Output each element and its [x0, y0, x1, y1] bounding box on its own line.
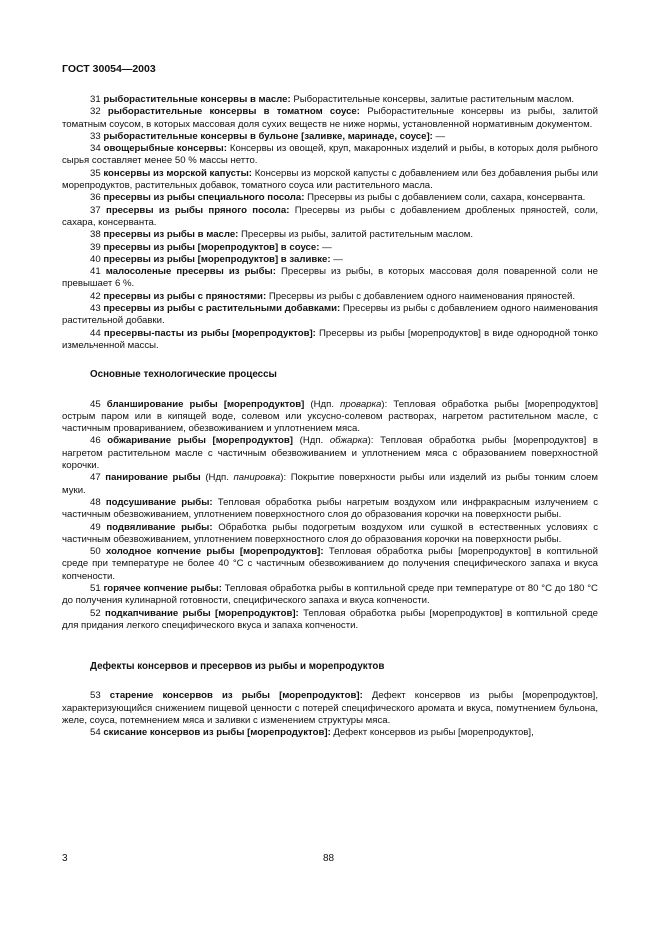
page-number-center: 88 — [323, 853, 335, 864]
entry-term: пресервы из рыбы с пряностями: — [103, 290, 267, 302]
entry-term: холодное копчение рыбы [морепродуктов]: — [105, 546, 324, 558]
entry-term: подвяливание рыбы: — [106, 521, 213, 533]
term-entry — [62, 205, 598, 230]
entry-note-open: (Ндп. — [293, 435, 330, 447]
entry-number: 51 — [90, 582, 101, 594]
entry-deprecated-term: панировка — [233, 472, 281, 484]
entry-term: пресервы из рыбы пряного посола: — [106, 204, 290, 216]
entry-number: 45 — [90, 398, 101, 410]
entry-deprecated-term: обжарка — [329, 435, 368, 447]
document-body — [62, 94, 598, 740]
entry-term: старение консервов из рыбы [морепродуктов]: — [109, 690, 363, 702]
entry-definition: Пресервы из рыбы, в которых массовая доля поваренной соли не превышает 6 %. — [62, 266, 599, 290]
entry-number: 33 — [90, 130, 101, 142]
term-entry — [62, 608, 598, 633]
entry-number: 37 — [90, 204, 101, 216]
entry-definition: — — [330, 253, 343, 265]
entry-term: пресервы-пасты из рыбы [морепродуктов]: — [103, 327, 316, 339]
entry-term: подкапчивание рыбы [морепродуктов]: — [105, 607, 299, 619]
entry-number: 36 — [90, 192, 101, 204]
entry-number: 52 — [90, 607, 101, 619]
term-entry — [62, 266, 598, 291]
term-entry — [62, 690, 598, 727]
entry-definition: — — [319, 241, 332, 253]
entry-definition: Пресервы из рыбы с добавлением одного наименования пряностей. — [266, 290, 576, 302]
entry-definition: Рыборастительные консервы, залитые растительным маслом. — [290, 94, 575, 105]
entry-number: 34 — [90, 143, 101, 155]
entry-definition: Дефект консервов из рыбы [морепродуктов], — [330, 727, 534, 739]
entry-number: 35 — [90, 167, 101, 179]
entry-number: 50 — [90, 546, 101, 558]
entry-definition: Тепловая обработка рыбы [морепродуктов] острым паром или в кипящей воде, солевом или уксусно-солевом растворах, нагретом растительном масле, с частичным провариванием, обезвоживанием и уплотнением мяса. — [62, 398, 598, 435]
terms-list-processes — [62, 399, 598, 633]
entry-note-open: (Ндп. — [200, 472, 234, 484]
entry-term: пресервы из рыбы с растительными добавками: — [103, 303, 341, 315]
entry-term: пресервы из рыбы [морепродуктов] в заливке: — [103, 253, 331, 265]
term-entry — [62, 143, 598, 168]
section-heading-defects: Дефекты консервов и пресервов из рыбы и морепродуктов — [90, 661, 385, 673]
entry-term: подсушивание рыбы: — [105, 496, 213, 508]
entry-note-close: ): — [280, 472, 287, 484]
term-entry — [62, 583, 598, 608]
term-entry — [62, 291, 598, 303]
term-entry — [62, 727, 598, 739]
entry-term: рыборастительные консервы в бульоне [заливке, маринаде, соусе]: — [103, 130, 433, 142]
entry-definition: Тепловая обработка рыбы [морепродуктов] в нагретом растительном масле с частичным обезвоживанием и уплотнением мяса с образованием поверхностной корочки. — [62, 435, 598, 472]
term-entry — [62, 168, 598, 193]
entry-term: малосоленые пресервы из рыбы: — [105, 266, 276, 278]
entry-definition: Тепловая обработка рыбы [морепродуктов] в коптильной среде для придания легкого специфического вкуса и запаха копчености. — [62, 607, 598, 631]
term-entry — [62, 546, 598, 583]
entry-definition: — — [432, 130, 446, 142]
entry-definition: Пресервы из рыбы с добавлением одного наименования растительной добавки. — [62, 303, 598, 327]
entry-definition: Пресервы из рыбы [морепродуктов] в виде однородной тонко измельченной массы. — [62, 327, 598, 351]
term-entry — [62, 242, 598, 254]
entry-definition: Тепловая обработка рыбы [морепродуктов] в коптильной среде при температуре не более 40 °С с частичным обезвоживанием до получения специфического запаха и вкуса копчености. — [62, 546, 598, 582]
document-header: ГОСТ 30054—2003 — [62, 63, 156, 75]
entry-number: 47 — [90, 472, 101, 484]
term-entry — [62, 472, 598, 497]
entry-note-close: ): — [381, 398, 388, 410]
entry-definition: Тепловая обработка рыбы нагретым воздухом или инфракрасным излучением с частичным обезвоживанием, уплотнением поверхностного слоя до образования корочки на поверхности рыбы. — [62, 496, 598, 521]
entry-term: рыборастительные консервы в томатном соусе: — [107, 106, 360, 118]
terms-list-canned — [62, 94, 598, 352]
entry-definition: Консервы из морской капусты с добавлением или без добавления рыбы или морепродуктов, растительных добавок, томатного соуса или растительного масла. — [62, 167, 598, 192]
entry-number: 42 — [90, 290, 101, 302]
entry-term: консервы из морской капусты: — [103, 167, 252, 179]
entry-number: 44 — [90, 327, 101, 339]
entry-definition: Пресервы из рыбы, залитой растительным маслом. — [238, 229, 474, 241]
entry-number: 54 — [90, 727, 101, 739]
term-entry — [62, 399, 598, 436]
entry-number: 46 — [90, 435, 101, 447]
entry-term: пресервы из рыбы [морепродуктов] в соусе: — [103, 241, 320, 253]
entry-term: овощерыбные консервы: — [103, 143, 227, 155]
entry-note-open: (Ндп. — [304, 398, 341, 410]
entry-definition: Тепловая обработка рыбы в коптильной среде при температуре от 80 °С до 180 °С до получения кулинарной готовности, специфического запаха и вкуса копчености. — [62, 582, 598, 607]
entry-number: 49 — [90, 521, 101, 533]
term-entry — [62, 522, 598, 547]
entry-definition: Пресервы из рыбы с добавлением дробленых пряностей, соли, сахара, консерванта. — [62, 204, 598, 228]
entry-definition: Обработка рыбы подогретым воздухом или сушкой в естественных условиях с частичным обезвоживанием, уплотнением поверхностного слоя до образования корочки на поверхности рыбы. — [62, 521, 598, 545]
term-entry — [62, 254, 598, 266]
entry-number: 38 — [90, 229, 101, 241]
entry-definition: Консервы из овощей, круп, макаронных изделий и рыбы, в которых доля рыбного сырья составляет менее 50 % массы нетто. — [62, 143, 599, 167]
entry-number: 41 — [90, 266, 101, 278]
entry-number: 31 — [90, 94, 101, 105]
entry-number: 48 — [90, 496, 101, 508]
entry-term: бланширование рыбы [морепродуктов] — [106, 398, 305, 410]
entry-term: пресервы из рыбы специального посола: — [103, 192, 305, 204]
entry-number: 32 — [90, 106, 101, 118]
term-entry — [62, 106, 598, 131]
term-entry — [62, 131, 598, 143]
term-entry — [62, 303, 598, 328]
entry-number: 53 — [90, 690, 101, 702]
terms-list-defects — [62, 690, 598, 739]
page-number-left: 3 — [62, 853, 68, 864]
term-entry — [62, 192, 598, 204]
term-entry — [62, 497, 598, 522]
entry-definition: Дефект консервов из рыбы [морепродуктов], характеризующийся снижением пищевой ценности с потерей специфического аромата и вкуса, помутнением бульона, желе, соуса, потемнением мяса и заливки с изменением структуры мяса. — [62, 690, 598, 727]
term-entry — [62, 328, 598, 353]
entry-term: рыборастительные консервы в масле: — [103, 94, 291, 105]
entry-term: скисание консервов из рыбы [морепродуктов]: — [103, 727, 331, 739]
entry-number: 39 — [90, 241, 101, 253]
entry-definition: Пресервы из рыбы с добавлением соли, сахара, консерванта. — [304, 192, 586, 204]
entry-term: обжаривание рыбы [морепродуктов] — [107, 435, 293, 447]
entry-term: пресервы из рыбы в масле: — [103, 229, 239, 241]
section-heading-processes: Основные технологические процессы — [90, 369, 277, 381]
entry-number: 43 — [90, 303, 101, 315]
entry-term: горячее копчение рыбы: — [103, 582, 222, 594]
term-entry — [62, 94, 598, 106]
term-entry — [62, 229, 598, 241]
entry-note-close: ): — [367, 435, 374, 447]
entry-number: 40 — [90, 253, 101, 265]
term-entry — [62, 435, 598, 472]
entry-term: панирование рыбы — [105, 472, 201, 484]
entry-definition: Рыборастительные консервы из рыбы, залитой томатным соусом, в которых массовая доля сухих веществ не ниже нормы, установленной нормативным документом. — [62, 106, 599, 130]
entry-deprecated-term: проварка — [340, 398, 382, 410]
entry-definition: Покрытие поверхности рыбы или изделий из рыбы тонким слоем муки. — [62, 472, 599, 496]
